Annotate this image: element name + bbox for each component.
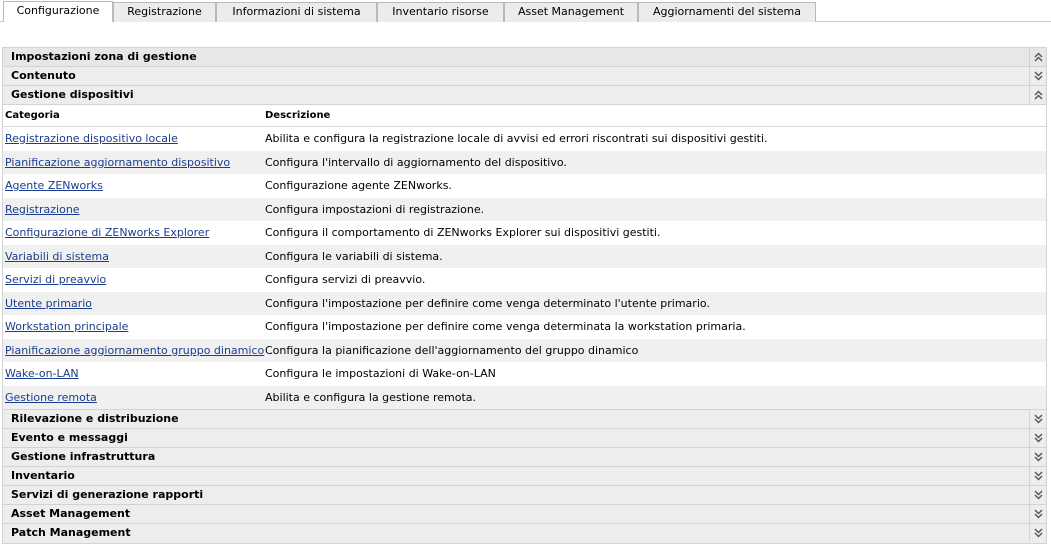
table-row (3, 339, 1046, 363)
table-row (3, 315, 1046, 339)
tab-asset-management[interactable]: Asset Management (504, 2, 638, 22)
section-label: Rilevazione e distribuzione (11, 412, 179, 425)
section-header-evento-e-messaggi[interactable] (3, 429, 1046, 448)
chevron-double-down-icon[interactable] (1029, 467, 1046, 485)
category-description: Configura le impostazioni di Wake-on-LAN (265, 367, 496, 380)
section-label: Patch Management (11, 526, 131, 539)
category-link[interactable]: Gestione remota (5, 390, 97, 404)
section-label: Contenuto (11, 69, 76, 82)
chevron-double-down-icon[interactable] (1029, 410, 1046, 428)
chevron-double-down-icon[interactable] (1029, 505, 1046, 523)
category-description: Configura servizi di preavvio. (265, 273, 426, 286)
category-link[interactable]: Configurazione di ZENworks Explorer (5, 226, 210, 239)
chevron-double-down-icon[interactable] (1029, 429, 1046, 447)
category-description: Configurazione agente ZENworks. (265, 179, 452, 192)
section-label: Inventario (11, 469, 75, 482)
category-description: Configura l'impostazione per definire come venga determinata la workstation primaria. (265, 320, 746, 333)
section-label: Servizi di generazione rapporti (11, 488, 204, 501)
settings-panel (2, 47, 1047, 544)
category-description: Configura la pianificazione dell'aggiornamento del gruppo dinamico (265, 343, 639, 357)
category-description: Configura le variabili di sistema. (265, 249, 443, 263)
tab-registrazione[interactable]: Registrazione (113, 2, 216, 22)
category-link[interactable]: Pianificazione aggiornamento dispositivo (5, 155, 231, 169)
table-row (3, 386, 1046, 410)
category-description: Configura impostazioni di registrazione. (265, 202, 485, 216)
table-row (3, 198, 1046, 222)
category-link[interactable]: Registrazione dispositivo locale (5, 132, 178, 145)
section-label: Gestione infrastruttura (11, 450, 156, 463)
table-row (3, 127, 1046, 151)
chevron-double-up-icon[interactable] (1029, 86, 1046, 104)
table-header (3, 105, 1046, 127)
category-link[interactable]: Agente ZENworks (5, 179, 103, 192)
tab-configurazione[interactable]: Configurazione (3, 1, 113, 22)
table-row (3, 292, 1046, 316)
category-description: Abilita e configura la gestione remota. (265, 390, 477, 404)
table-row (3, 151, 1046, 175)
category-link[interactable]: Utente primario (5, 296, 93, 310)
section-header-gestione-dispositivi[interactable] (3, 86, 1046, 105)
section-header-contenuto[interactable] (3, 67, 1046, 86)
category-description: Abilita e configura la registrazione locale di avvisi ed errori riscontrati sui dispositivi gestiti. (265, 132, 768, 145)
category-link[interactable]: Wake-on-LAN (5, 367, 79, 380)
panel-title-bar (3, 48, 1046, 67)
column-header-categoria: Categoria (5, 110, 60, 121)
tab-aggiornamenti-del-sistema[interactable]: Aggiornamenti del sistema (638, 2, 816, 22)
table-row (3, 221, 1046, 245)
panel-title: Impostazioni zona di gestione (11, 50, 197, 63)
chevron-double-down-icon[interactable] (1029, 448, 1046, 466)
chevron-double-down-icon[interactable] (1029, 486, 1046, 504)
category-link[interactable]: Pianificazione aggiornamento gruppo dinamico (5, 343, 265, 357)
category-link[interactable]: Workstation principale (5, 320, 129, 333)
category-link[interactable]: Servizi di preavvio (5, 273, 107, 286)
chevron-double-down-icon[interactable] (1029, 67, 1046, 85)
category-description: Configura il comportamento di ZENworks Explorer sui dispositivi gestiti. (265, 226, 661, 239)
section-header-servizi-di-generazione-rapporti[interactable] (3, 486, 1046, 505)
table-row (3, 362, 1046, 386)
section-label: Asset Management (11, 507, 131, 520)
table-row (3, 268, 1046, 292)
tab-inventario-risorse[interactable]: Inventario risorse (377, 2, 504, 22)
table-row (3, 245, 1046, 269)
chevron-double-down-icon[interactable] (1029, 524, 1046, 542)
section-header-inventario[interactable] (3, 467, 1046, 486)
category-link[interactable]: Registrazione (5, 202, 80, 216)
chevron-double-up-icon[interactable] (1029, 48, 1046, 66)
section-header-asset-management[interactable] (3, 505, 1046, 524)
category-description: Configura l'intervallo di aggiornamento del dispositivo. (265, 155, 567, 169)
section-header-rilevazione-e-distribuzione[interactable] (3, 410, 1046, 429)
column-header-descrizione: Descrizione (265, 110, 331, 121)
tab-bar (0, 0, 1051, 22)
section-header-patch-management[interactable] (3, 524, 1046, 543)
section-label: Evento e messaggi (11, 431, 128, 444)
category-link[interactable]: Variabili di sistema (5, 249, 109, 263)
table-row (3, 174, 1046, 198)
tab-informazioni-di-sistema[interactable]: Informazioni di sistema (216, 2, 377, 22)
section-header-gestione-infrastruttura[interactable] (3, 448, 1046, 467)
section-label: Gestione dispositivi (11, 88, 134, 101)
category-description: Configura l'impostazione per definire come venga determinato l'utente primario. (265, 296, 710, 310)
